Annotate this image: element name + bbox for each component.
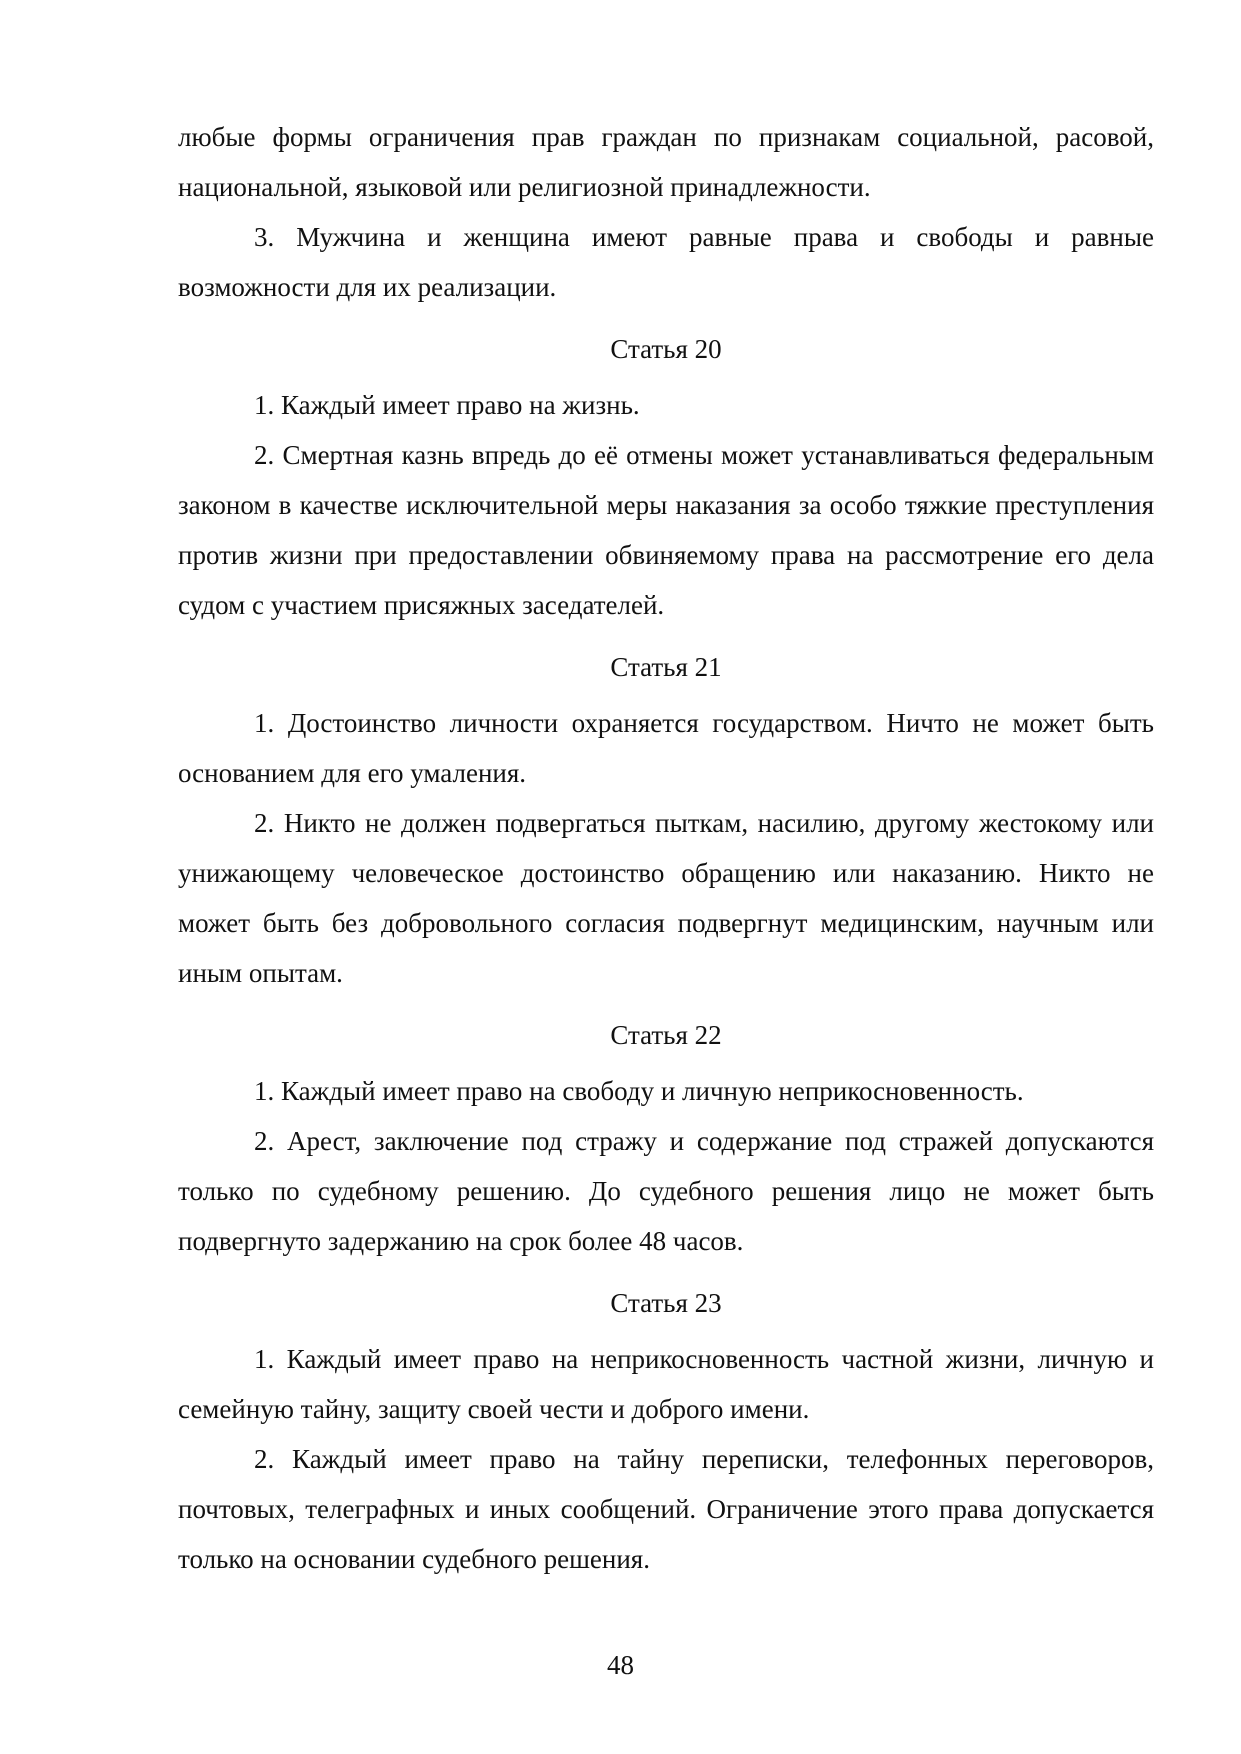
paragraph-article20-item1: 1. Каждый имеет право на жизнь. <box>254 390 640 420</box>
article-heading-23: Статья 23 <box>610 1288 722 1318</box>
paragraph-article22-item2: 2. Арест, заключение под стражу и содержание под стражей допускаются только по судебному решению. До судебного решения лицо не может быть подвергнуто задержанию на срок более 48 часов. <box>178 1126 1154 1256</box>
paragraph-article21-item1: 1. Достоинство личности охраняется государством. Ничто не может быть основанием для его умаления. <box>178 708 1154 788</box>
article-heading-20: Статья 20 <box>610 334 722 364</box>
document-page <box>178 112 1154 1584</box>
paragraph-article19-item3: 3. Мужчина и женщина имеют равные права и свободы и равные возможности для их реализации. <box>178 222 1154 302</box>
article-heading-22: Статья 22 <box>610 1020 722 1050</box>
page-number: 48 <box>607 1650 634 1680</box>
paragraph-article23-item2: 2. Каждый имеет право на тайну переписки, телефонных переговоров, почтовых, телеграфных и иных сообщений. Ограничение этого права допускается только на основании судебного решения. <box>178 1444 1154 1574</box>
paragraph-article22-item1: 1. Каждый имеет право на свободу и личную неприкосновенность. <box>254 1076 1024 1106</box>
article-heading-21: Статья 21 <box>610 652 722 682</box>
paragraph-article21-item2: 2. Никто не должен подвергаться пыткам, насилию, другому жестокому или унижающему человеческое достоинство обращению или наказанию. Никто не может быть без добровольного согласия подвергнут медицинским, научным или иным опытам. <box>178 808 1154 988</box>
paragraph-article23-item1: 1. Каждый имеет право на неприкосновенность частной жизни, личную и семейную тайну, защиту своей чести и доброго имени. <box>178 1344 1154 1424</box>
paragraph-continued: любые формы ограничения прав граждан по признакам социальной, расовой, национальной, языковой или религиозной принадлежности. <box>178 122 1154 202</box>
paragraph-article20-item2: 2. Смертная казнь впредь до её отмены может устанавливаться федеральным законом в качестве исключительной меры наказания за особо тяжкие преступления против жизни при предоставлении обвиняемому права на рассмотрение его дела судом с участием присяжных заседателей. <box>178 440 1154 620</box>
